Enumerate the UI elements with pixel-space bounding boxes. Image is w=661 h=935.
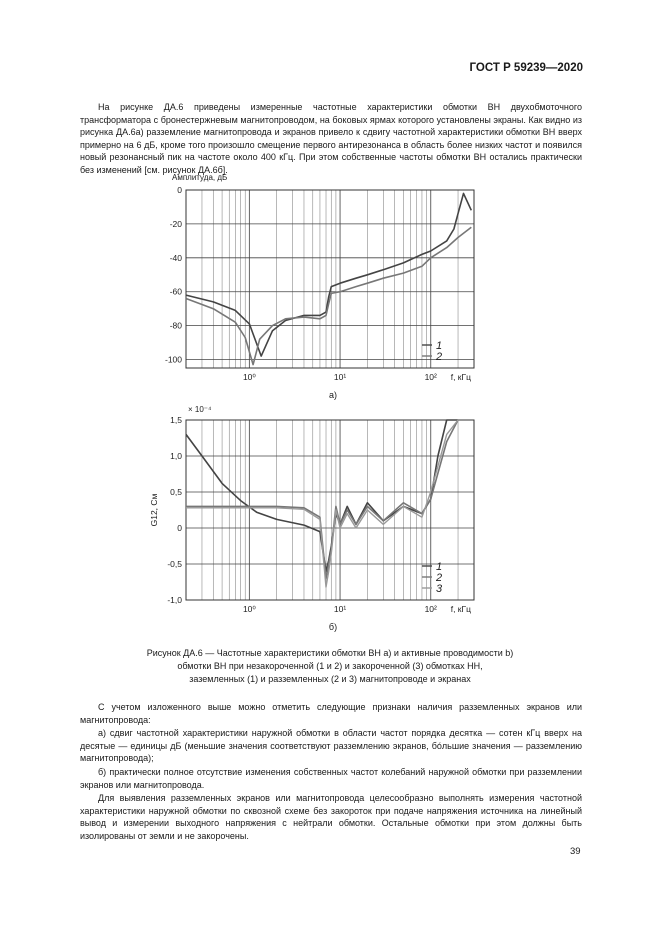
y-tick-label: -60 — [169, 286, 182, 297]
figure-caption-line: заземленных (1) и разземленных (2 и 3) магнитопроводе и экранах — [189, 674, 471, 684]
y-axis-multiplier: × 10⁻⁴ — [188, 405, 212, 414]
x-tick-label: 10² — [424, 372, 437, 382]
x-axis-label: f, кГц — [450, 604, 471, 614]
legend-label: 2 — [436, 351, 443, 363]
y-tick-label: 1,5 — [170, 415, 182, 425]
y-tick-label: 0,5 — [170, 487, 182, 497]
chart-b-ylabel: G12, См — [149, 493, 159, 527]
chart-a-panel-label: а) — [328, 390, 337, 400]
figure-caption-line: обмотки ВН при незакороченной (1 и 2) и закороченной (3) обмотках НН, — [177, 661, 483, 671]
y-tick-label: 1,0 — [170, 451, 182, 461]
x-tick-label: 10⁰ — [242, 372, 256, 382]
legend-label: 3 — [436, 583, 443, 595]
legend-label: 2 — [436, 572, 443, 584]
x-tick-label: 10¹ — [333, 372, 347, 382]
conclusion-lead: С учетом изложенного выше можно отметить следующие признаки наличия разземленных экранов или магнитопровода: — [80, 702, 582, 725]
y-tick-label: 0 — [177, 523, 182, 533]
intro-paragraph: На рисунке ДА.6 приведены измеренные частотные характеристики обмотки ВН двухобмоточного трансформатора с бронестержневым магнитопроводом, на боковых ярмах которого установлены экраны. Как видно из рисунка ДА.6а) разземление магнитопровода и экранов привело к сдвигу частотной характеристики обмотки ВН вверх примерно на 6 дБ, кроме того произошло смещение первого антирезонанса в область более низких частот и появился новый резонансный пик на частоте около 400 кГц. При этом собственные частоты обмотки ВН остались практически без изменений [см. рисунок ДА.6б]. — [80, 102, 582, 175]
standard-header: ГОСТ Р 59239—2020 — [469, 62, 583, 74]
figure-caption-line: Рисунок ДА.6 — Частотные характеристики обмотки ВН а) и активные проводимости b) — [146, 648, 514, 658]
x-tick-label: 10² — [424, 604, 437, 614]
y-tick-label: -0,5 — [167, 559, 182, 569]
legend-label: 1 — [436, 561, 443, 573]
conclusion-item-b: б) практически полное отсутствие изменения собственных частот колебаний наружной обмотки при разземлении экранов или магнитопровода. — [80, 767, 582, 790]
chart-b-panel-label: б) — [328, 622, 338, 632]
conclusion-item-a: а) сдвиг частотной характеристики наружной обмотки в области частот порядка десятка — сотен кГц вверх на десятые — единицы дБ (меньшие значения соответствуют разземлению экранов, бóльшие значения — разземлению магнитопровода); — [80, 728, 582, 764]
x-tick-label: 10⁰ — [242, 604, 256, 614]
series-line-2 — [186, 420, 458, 578]
y-tick-label: 0 — [177, 185, 182, 195]
y-tick-label: -100 — [164, 354, 182, 365]
page-number: 39 — [570, 846, 581, 857]
conclusion-detection: Для выявления разземленных экранов или магнитопровода целесообразно выполнять измерения частотной характеристики наружной обмотки по сквозной схеме без закороток при подаче напряжения источника на линейный вывод и измерении выходного напряжения с нейтрали обмотки. Остальные обмотки при этом должны быть изолированы от земли и не закорочены. — [80, 793, 582, 841]
figure-caption — [90, 648, 570, 684]
x-tick-label: 10¹ — [333, 604, 347, 614]
chart-a — [0, 180, 661, 410]
y-tick-label: -20 — [169, 218, 182, 229]
y-tick-label: -40 — [169, 252, 182, 263]
y-tick-label: -80 — [169, 320, 182, 331]
chart-a-ylabel: Амплитуда, дБ — [172, 173, 228, 182]
x-axis-label: f, кГц — [450, 372, 471, 382]
series-line-3 — [186, 420, 458, 587]
chart-b — [0, 402, 661, 622]
series-line-1 — [186, 193, 471, 356]
y-tick-label: -1,0 — [167, 595, 182, 605]
legend-label: 1 — [436, 340, 443, 352]
